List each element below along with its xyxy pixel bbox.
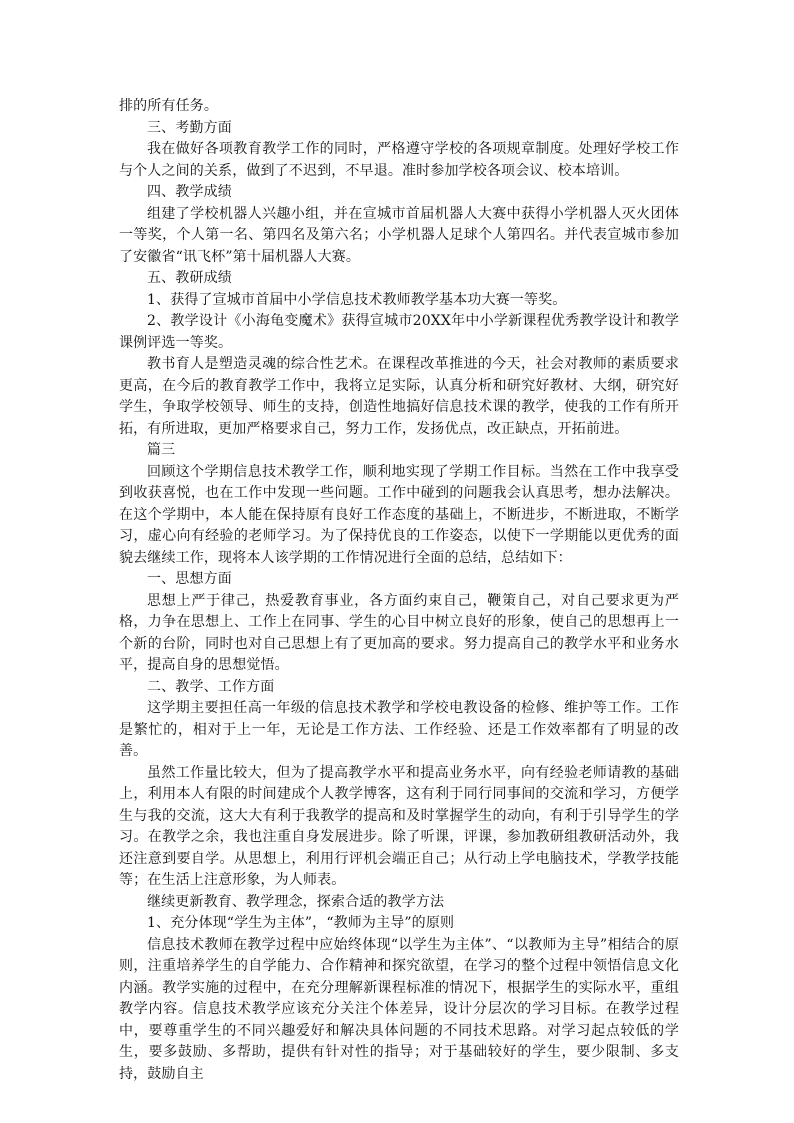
paragraph-conclusion: 教书育人是塑造灵魂的综合性艺术。在课程改革推进的今天，社会对教师的素质要求更高，在今后的教育教学工作中，我将立足实际，认真分析和研究好教材、大纲，研究好学生，争取学校领导、师生的支持，创造性地搞好信息技术课的教学，使我的工作有所开拓，有所进取，更加严格要求自己，努力工作，发扬优点，改正缺点，开拓前进。 <box>119 356 679 437</box>
list-item-research-1: 1、获得了宣城市首届中小学信息技术教师教学基本功大赛一等奖。 <box>147 291 567 308</box>
section-heading-teaching-work: 二、教学、工作方面 <box>147 678 275 695</box>
paragraph-teaching-results: 组建了学校机器人兴趣小组，并在宣城市首届机器人大赛中获得小学机器人灭火团体一等奖，个人第一名、第四名及第六名；小学机器人足球个人第四名。并代表宣城市参加了安徽省“讯飞杯”第十届机器人大赛。 <box>119 205 679 265</box>
paragraph-principle-detail: 信息技术教师在教学过程中应始终体现“以学生为主体”、“以教师为主导”相结合的原则，注重培养学生的自学能力、合作精神和探究欲望，在学习的整个过程中领悟信息文化内涵。教学实施的过程中，在充分理解新课程标准的情况下，根据学生的实际水平，重组教学内容。信息技术教学应该充分关注个体差异，设计分层次的学习目标。在教学过程中，要尊重学生的不同兴趣爱好和解决具体问题的不同技术思路。对学习起点较低的学生，要多鼓励、多帮助，提供有针对性的指导；对于基础较好的学生，要少限制、多支持，鼓励自主 <box>119 936 679 1082</box>
paragraph-workload: 虽然工作量比较大，但为了提高教学水平和提高业务水平，向有经验老师请教的基础上，利用本人有限的时间建成个人教学博客，这有利于同行同事间的交流和学习，方便学生与我的交流，这大大有利于我教学的提高和及时掌握学生的动向，有利于引导学生的学习。在教学之余，我也注重自身发展进步。除了听课，评课，参加教研组教研活动外，我还注意到要自学。从思想上，利用行评机会端正自己；从行动上学电脑技术，学教学技能等；在生活上注意形象，为人师表。 <box>119 764 679 888</box>
paragraph-review: 回顾这个学期信息技术教学工作，顺利地实现了学期工作目标。当然在工作中我享受到收获喜悦，也在工作中发现一些问题。工作中碰到的问题我会认真思考，想办法解决。在这个学期中，本人能在保持原有良好工作态度的基础上，不断进步，不断进取，不断学习，虚心向有经验的老师学习。为了保持优良的工作姿态，以使下一学期能以更优秀的面貌去继续工作，现将本人该学期的工作情况进行全面的总结，总结如下： <box>119 463 679 566</box>
list-item-research-2: 2、教学设计《小海龟变魔术》获得宣城市20XX年中小学新课程优秀教学设计和教学课例评选一等奖。 <box>119 313 679 351</box>
section-heading-teaching-results: 四、教学成绩 <box>147 184 232 200</box>
section-heading-teaching-methods: 继续更新教育、教学理念，探索合适的教学方法 <box>147 893 445 910</box>
paragraph-attendance: 我在做好各项教育教学工作的同时，严格遵守学校的各项规章制度。处理好学校工作与个人之间的关系，做到了不迟到，不早退。准时参加学校各项会议、校本培训。 <box>119 141 679 179</box>
paragraph-continuation: 排的所有任务。 <box>119 98 219 114</box>
paragraph-thinking: 思想上严于律己，热爱教育事业，各方面约束自己，鞭策自己，对自己要求更为严格，力争在思想上、工作上在同事、学生的心目中树立良好的形象，使自己的思想再上一个新的台阶，同时也对自己思想上有了更加高的要求。努力提高自己的教学水平和业务水平，提高自身的思想觉悟。 <box>119 592 679 673</box>
section-heading-thinking: 一、思想方面 <box>147 571 232 587</box>
paragraph-teaching-work: 这学期主要担任高一年级的信息技术教学和学校电教设备的检修、维护等工作。工作是繁忙的，相对于上一年，无论是工作方法、工作经验、还是工作效率都有了明显的改善。 <box>119 700 679 759</box>
section-heading-research-results: 五、教研成绩 <box>147 270 232 286</box>
section-heading-attendance: 三、考勤方面 <box>147 119 232 136</box>
list-item-principle-1: 1、充分体现“学生为主体”，“教师为主导”的原则 <box>147 915 455 931</box>
document-body <box>119 96 679 1085</box>
section-heading-part-three: 篇三 <box>147 442 176 458</box>
